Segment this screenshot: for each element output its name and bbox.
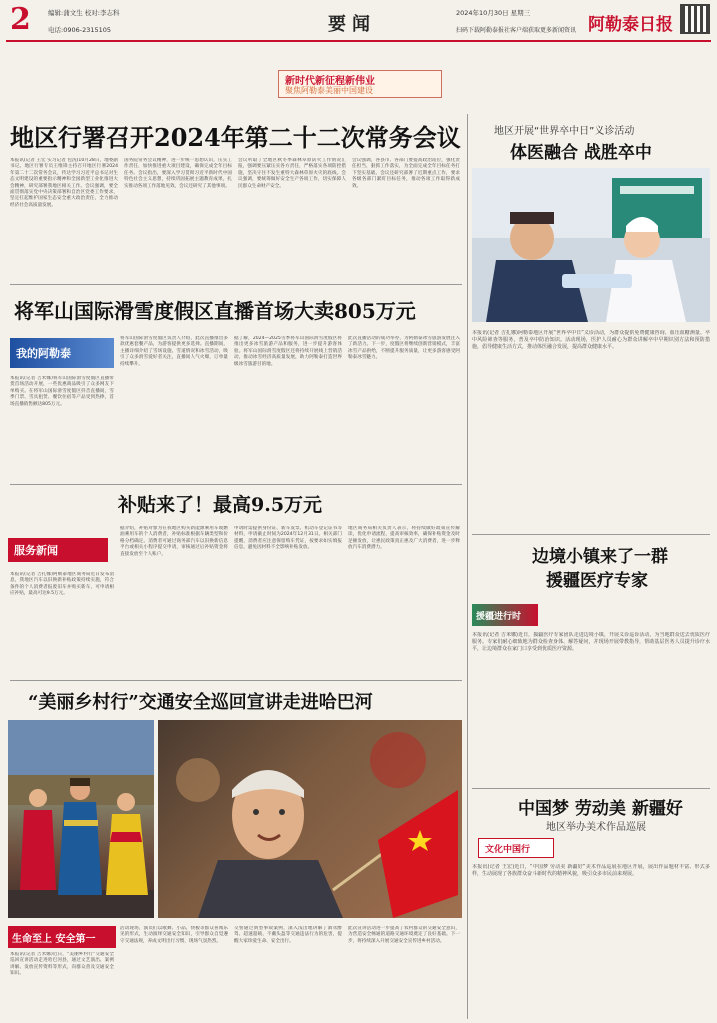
right1-body: 本报讯(记者 吉扎娜)阿勒泰地区开展“世界卒中日”义诊活动，为群众提供免费健康咨询、血压血糖测量、卒中风险筛查等服务，普及卒中防治知识。活动现场，医护人员耐心为群众讲解卒中早期识别方法和预防措施，倡导健康生活方式，推动体医融合发展，提高群众健康水平。 [472,330,710,350]
tag-life-safety-label: 生命至上 安全第一 [12,933,96,945]
health-check-illustration [472,168,710,322]
qr-code-icon [680,4,710,34]
article4-col2: 活动现场，演员们以歌舞、小品、快板等群众喜闻乐见的形式，生动演绎交通安全知识，引导群众自觉遵守交通法规，养成文明出行习惯，现场气氛热烈。 [120,926,228,944]
article4-title: “美丽乡村行”交通安全巡回宣讲走进哈巴河 [28,692,373,713]
tag-culture-label: 文化中国行 [485,844,531,855]
article4-col3: 交警通过典型事故案例，深入浅出地讲解了酒驾醉驾、超速超载、不戴头盔等交通违法行为的危害，提醒大家珍爱生命、安全出行。 [234,926,342,944]
performers-illustration [8,720,154,918]
page-header [0,0,717,42]
article1-col3: 会议听取了全地区秋冬季森林草原防火工作情况汇报，强调要压紧压实各方责任，严格落实各项防控措施，坚决守住不发生重特大森林草原火灾的底线。会议强调，要统筹做好安全生产各项工作，切实保障人民群众生命财产安全。 [238,158,346,189]
banner-line1: 新时代新征程新伟业 [285,76,375,87]
photo-performers [8,720,154,918]
article2-title: 将军山国际滑雪度假区直播首场大卖805万元 [14,299,416,323]
date-line: 2024年10月30日 星期三 [456,9,531,17]
article1-col1: 本报讯(记者 王宏 实习记者 包洗)10月28日，地委副书记、地区行署专员王维锋主持召开地区行署2024年第二十二次常务会议，传达学习习近平总书记对生态文明建设的重要指示精神和全国新型工业化推进大会精神，研究部署我地区相关工作。会议强调，要全面贯彻落实党中央决策部署和自治区党委工作要求，坚定扛起维护国家生态安全重大政治责任，全力推动经济社会高质量发展。 [10,158,118,208]
tag-my-altay-label: 我的阿勒泰 [16,347,71,360]
article1-title: 地区行署召开2024年第二十二次常务会议 [10,123,461,152]
right2-title-line1: 边境小镇来了一群 [532,547,668,567]
section-title: 要闻 [328,14,376,35]
theme-banner [278,70,442,98]
tag-assist-xinjiang-label: 援疆进行时 [476,611,522,622]
page-number: 2 [10,2,31,37]
tag-culture [478,838,554,858]
article1-col2: 国务院常务会议精神，进一步统一思想认识，压实工作责任，加快推进重大项目建设，确保完成全年目标任务。会议指出，要深入学习贯彻习近平新时代中国特色社会主义思想，持续巩固拓展主题教育成果，扎实推动各项工作落地见效。会议还研究了其他事项。 [124,158,232,189]
article3-col1: 本报讯(记者 吉扎娜)阿勒泰地区商务局近日发布消息，我地区汽车以旧换新补贴政策持续实施，符合条件的个人消费者报废旧车并购买新车，可申请相应补贴，最高可达9.5万元。 [10,572,114,597]
man-with-flag-illustration [158,720,462,918]
right1-kicker: 地区开展“世界卒中日”义诊活动 [494,126,635,137]
article3-col4: 地区商务局相关负责人表示，将持续做好政策宣传解读，优化申请流程，提高审核效率，确保补贴资金及时足额发放，让惠民政策真正惠及广大消费者，进一步释放汽车消费潜力。 [348,526,460,551]
phone-line: 电话:0906-2315105 [48,26,112,34]
editor-line: 编辑:蒲文生 校对:李志科 [48,9,120,17]
right3-subtitle: 地区举办美术作品巡展 [546,822,646,833]
tag-service-news-label: 服务新闻 [14,544,58,557]
article4-col4: 此次宣讲活动进一步提高了农村群众的交通安全意识，为营造安全畅通的道路交通环境奠定了良好基础。下一步，将持续深入开展交通安全宣传进乡村活动。 [348,926,460,944]
scan-line: 扫码下载阿勒泰报社客户端获取更多新闻资讯 [456,27,577,34]
right3-title: 中国梦 劳动美 新疆好 [518,799,683,819]
article1-col4: 会议强调，各县市、各部门要提高政治站位，强化责任担当，狠抓工作落实，为全面完成全年目标任务打下坚实基础。会议还研究部署了近期重点工作，要求各级各部门紧盯目标任务，推动各项工作取得新成效。 [352,158,460,189]
right3-body: 本报讯(记者 王宏)近日，“中国梦 劳动美 新疆好”美术作品巡展在地区开展，展出作品题材丰富、形式多样，生动展现了各族群众奋斗新时代的精神风貌，吸引众多市民前来观展。 [472,864,710,877]
article2-col1: 本报讯(记者 吉米娜)将军山国际滑雪度假区直播带货首场活动开展，一些优惠商品吸引了众多网友下单购买。在将军山国际滑雪度假区抖音直播间，雪季门票、雪具租赁、餐饮住宿等产品受到热捧，首场直播销售额达805万元。 [10,376,114,407]
tag-life-safety [8,926,116,948]
tag-assist-xinjiang [472,604,538,626]
article2-col2: 将军山国际滑雪度假区负责人介绍，此次直播推出多款优惠套餐产品，为游客提供更多选择。直播期间，主播详细介绍了雪场设施、雪道情况和冰雪活动，吸引了众多滑雪爱好者关注，直播间人气火爆，订单量持续攀升。 [120,336,228,367]
article4-col1: 本报讯(记者 吉米娜)近日，“美丽乡村行”交通安全巡回宣讲活动走进哈巴河县，通过文艺演出、案例讲解、发放宣传资料等形式，向群众普及交通安全知识。 [10,952,114,977]
photo-health-check [472,168,710,322]
photo-man-with-flag [158,720,462,918]
article2-col4: 此次直播活动的成功举办，为阿勒泰冰雪旅游发展注入了新活力。下一步，度假区将继续创新营销模式，丰富冰雪产品供给，不断提升服务质量，让更多游客感受阿勒泰冰雪魅力。 [348,336,460,361]
article3-col2: 据介绍，补贴对象为在我地区购买新能源乘用车或燃油乘用车的个人消费者，补贴标准根据车辆类型和价格分档确定。消费者可通过商务部汽车以旧换新信息平台或相关小程序提交申请，审核通过后补贴资金将直接发放至个人账户。 [120,526,228,557]
article3-title: 补贴来了！最高9.5万元 [118,494,323,516]
paper-name-logo: 阿勒泰日报 [588,15,673,35]
tag-service-news [8,538,108,562]
banner-line2: 聚焦阿勒泰美丽中国建设 [285,86,373,95]
right1-title: 体医融合 战胜卒中 [510,143,652,163]
article2-col3: 据了解，2024—2025雪季将军山国际滑雪度假区将推出更多冰雪旅游产品和服务，进一步提升游客体验。将军山国际滑雪度假区还将持续开展线上营销活动，推动冰雪经济高质量发展，助力阿勒泰打造世界级冰雪旅游目的地。 [234,336,342,367]
right2-body: 本报讯(记者 吉米娜)近日，援疆医疗专家团队走进边境小镇，开展义诊巡诊活动，为当地群众送去优质医疗服务。专家们耐心细致地为群众检查身体、解答疑问，并现场开展带教指导，帮助基层医务人员提升诊疗水平，让边境群众在家门口享受到优质医疗资源。 [472,632,710,652]
tag-my-altay [10,338,114,368]
article3-col3: 申请时需提供身份证、新车发票、机动车登记证书等材料，申请截止时间为2024年12月31日。相关部门提醒，消费者应注意保留购车凭证，按要求如实填报信息，避免因材料不全影响补贴发放。 [234,526,342,551]
right2-title-line2: 援疆医疗专家 [546,571,648,591]
